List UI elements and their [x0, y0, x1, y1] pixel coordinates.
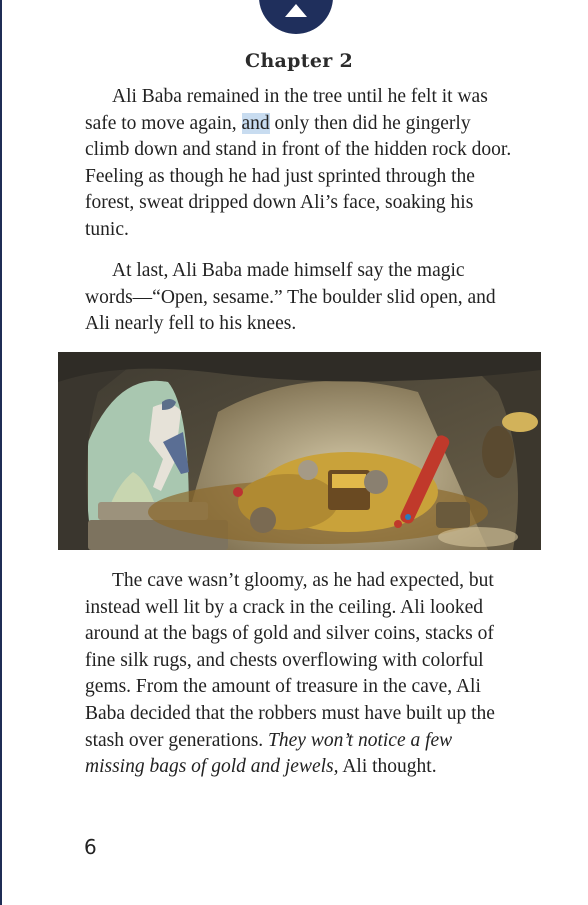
page-edge-rule — [0, 0, 2, 905]
paragraph-3-thought: They won’t notice a few missing bags of gold and jewels, — [85, 729, 453, 778]
paragraph-1-text-end: only then did he gingerly climb down and stand in front of the hidden rock door. Feeling as though he had just sprinted through the forest, sweat dripped down Ali’s face, soaking his tunic. — [85, 112, 512, 240]
scroll-up-button[interactable] — [259, 0, 333, 34]
paragraph-3 — [85, 568, 515, 781]
chapter-title: Chapter 2 — [245, 50, 353, 72]
paragraph-3-text: The cave wasn’t gloomy, as he had expected, but instead well lit by a crack in the ceiling. Ali looked around at the bags of gold and silver coins, stacks of fine silk rugs, and chests overflowing with colorful gems. From the amount of treasure in the cave, Ali Baba decided that the robbers must have built up the stash over generations. — [85, 570, 495, 751]
paragraph-3-text-end: Ali thought. — [338, 756, 437, 778]
up-arrow-icon — [285, 4, 307, 17]
paragraph-1 — [85, 84, 515, 244]
paragraph-2-text: At last, Ali Baba made himself say the magic words—“Open, sesame.” The boulder slid open, and Ali nearly fell to his knees. — [85, 260, 496, 335]
highlighted-word[interactable]: and — [241, 112, 270, 134]
paragraph-1-text-start: Ali Baba remained in the tree until he felt it was safe to move again, — [85, 86, 488, 134]
cave-treasure-illustration — [58, 352, 541, 550]
page-number: 6 — [84, 835, 97, 859]
paragraph-2 — [85, 258, 515, 338]
